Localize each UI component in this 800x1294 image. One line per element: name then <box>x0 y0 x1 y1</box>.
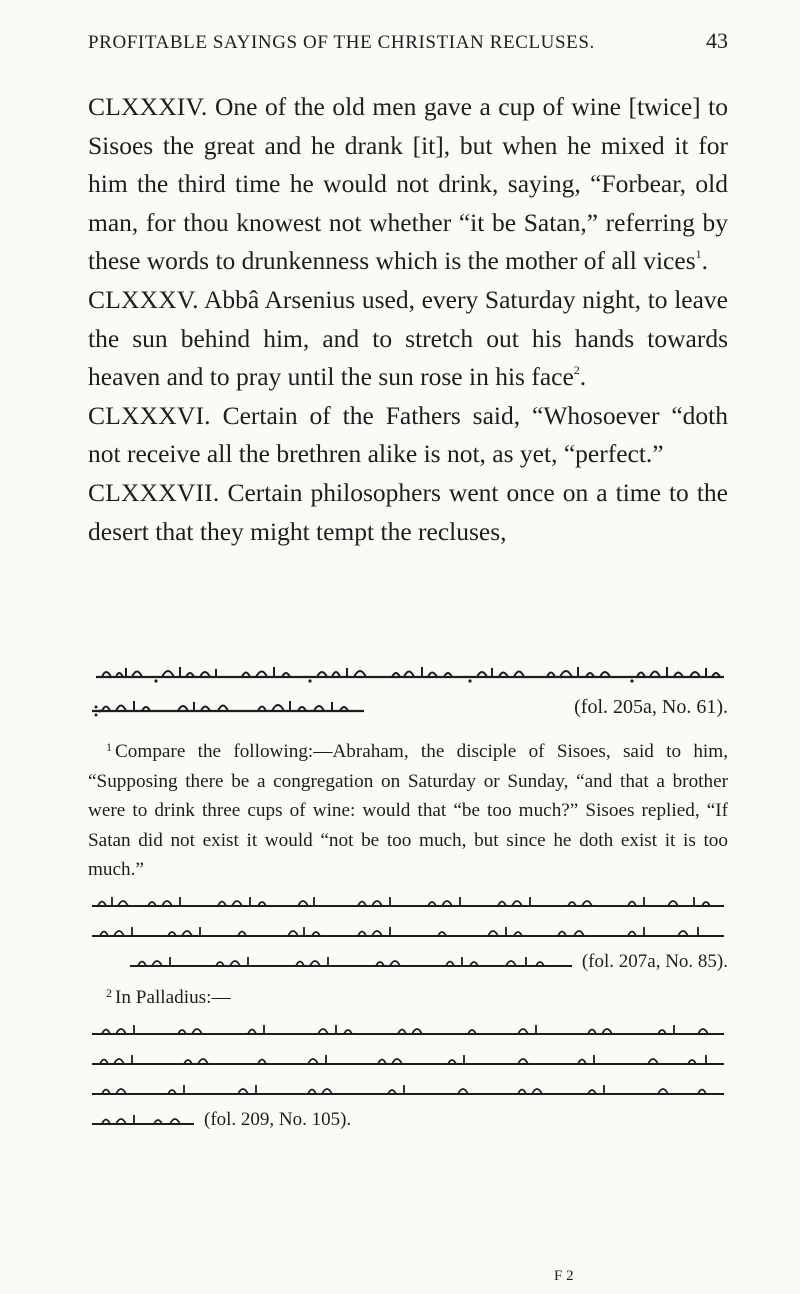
page-number: 43 <box>706 28 728 53</box>
syriac-line <box>88 656 728 690</box>
folio-reference: (fol. 207a, No. 85). <box>581 951 728 973</box>
syriac-line <box>88 1075 728 1105</box>
paragraph-187 <box>88 474 728 551</box>
saying-number: CLXXXIV. <box>88 92 208 121</box>
footnote-mark: 2 <box>106 985 112 1000</box>
signature-mark: F 2 <box>554 1268 574 1284</box>
syriac-line <box>88 947 728 977</box>
syriac-line <box>88 887 728 917</box>
folio-reference: (fol. 209, No. 105). <box>204 1108 352 1130</box>
syriac-line <box>88 690 728 724</box>
paragraph-186 <box>88 397 728 474</box>
footnote-mark: 1 <box>106 740 112 754</box>
paragraph-184: CLXXXIV. One of the old men gave a cup of wine [twice] to Sisoes the great and he drank [it], but when he mixed it for him the third time he would not drink, saying, “Forbear, old man, for thou knowest not whether “it be Satan,” referring by these words to drunkenness which is the mother of all vices$^1$. <box>88 92 728 276</box>
saying-number: CLXXXVII. <box>88 477 220 507</box>
saying-text: One of the old men gave a cup of wine [twice] to Sisoes the great and he drank [it], but when he mixed it for him the third time he would not drink, saying, “Forbear, old man, for thou knowest not whether “it be Satan,” referring by these words to drunkenness which is the mother of all vices <box>88 92 728 276</box>
footnote-1 <box>88 733 728 885</box>
footnote-2 <box>88 979 728 1013</box>
footnotes <box>88 733 728 1135</box>
main-text <box>88 88 728 551</box>
saying-text: Certain of the Fathers said, “Whosoever “doth not receive all the brethren alike is not, as yet, “perfect.” <box>88 400 729 469</box>
syriac-line <box>88 1045 728 1075</box>
footnote-text: Compare the following:—Abraham, the disciple of Sisoes, said to him, “Supposing there be a congregation on Saturday or Sunday, “and that a brother were to drink three cups of wine: would that “be too much?” Sisoes replied, “If Satan did not exist it would “not be too much, but since he doth exist it is too much.” <box>88 741 728 881</box>
saying-number: CLXXXV. <box>88 284 199 314</box>
footnote-text: In Palladius:— <box>115 986 231 1008</box>
saying-text: Abbâ Arsenius used, every Saturday night, to leave the sun behind him, and to stretch out his hands towards heaven and to pray until the sun rose in his face <box>88 284 728 392</box>
running-header <box>88 28 728 54</box>
syriac-line <box>88 917 728 947</box>
folio-reference: (fol. 205a, No. 61). <box>574 695 728 718</box>
syriac-quotation <box>88 656 728 724</box>
paragraph-185: CLXXXV. Abbâ Arsenius used, every Saturday night, to leave the sun behind him, and to stretch out his hands towards heaven and to pray until the sun rose in his face$^2$. <box>88 284 728 392</box>
saying-number: CLXXXVI. <box>88 400 211 430</box>
running-title: PROFITABLE SAYINGS OF THE CHRISTIAN RECLUSES. <box>88 32 595 53</box>
saying-text: Certain philosophers went once on a time to the desert that they might tempt the recluses, <box>88 477 729 546</box>
footnote-ref: 1 <box>695 247 702 262</box>
syriac-line <box>88 1105 728 1135</box>
syriac-line <box>88 1015 728 1045</box>
footnote-ref: 2 <box>573 363 580 378</box>
